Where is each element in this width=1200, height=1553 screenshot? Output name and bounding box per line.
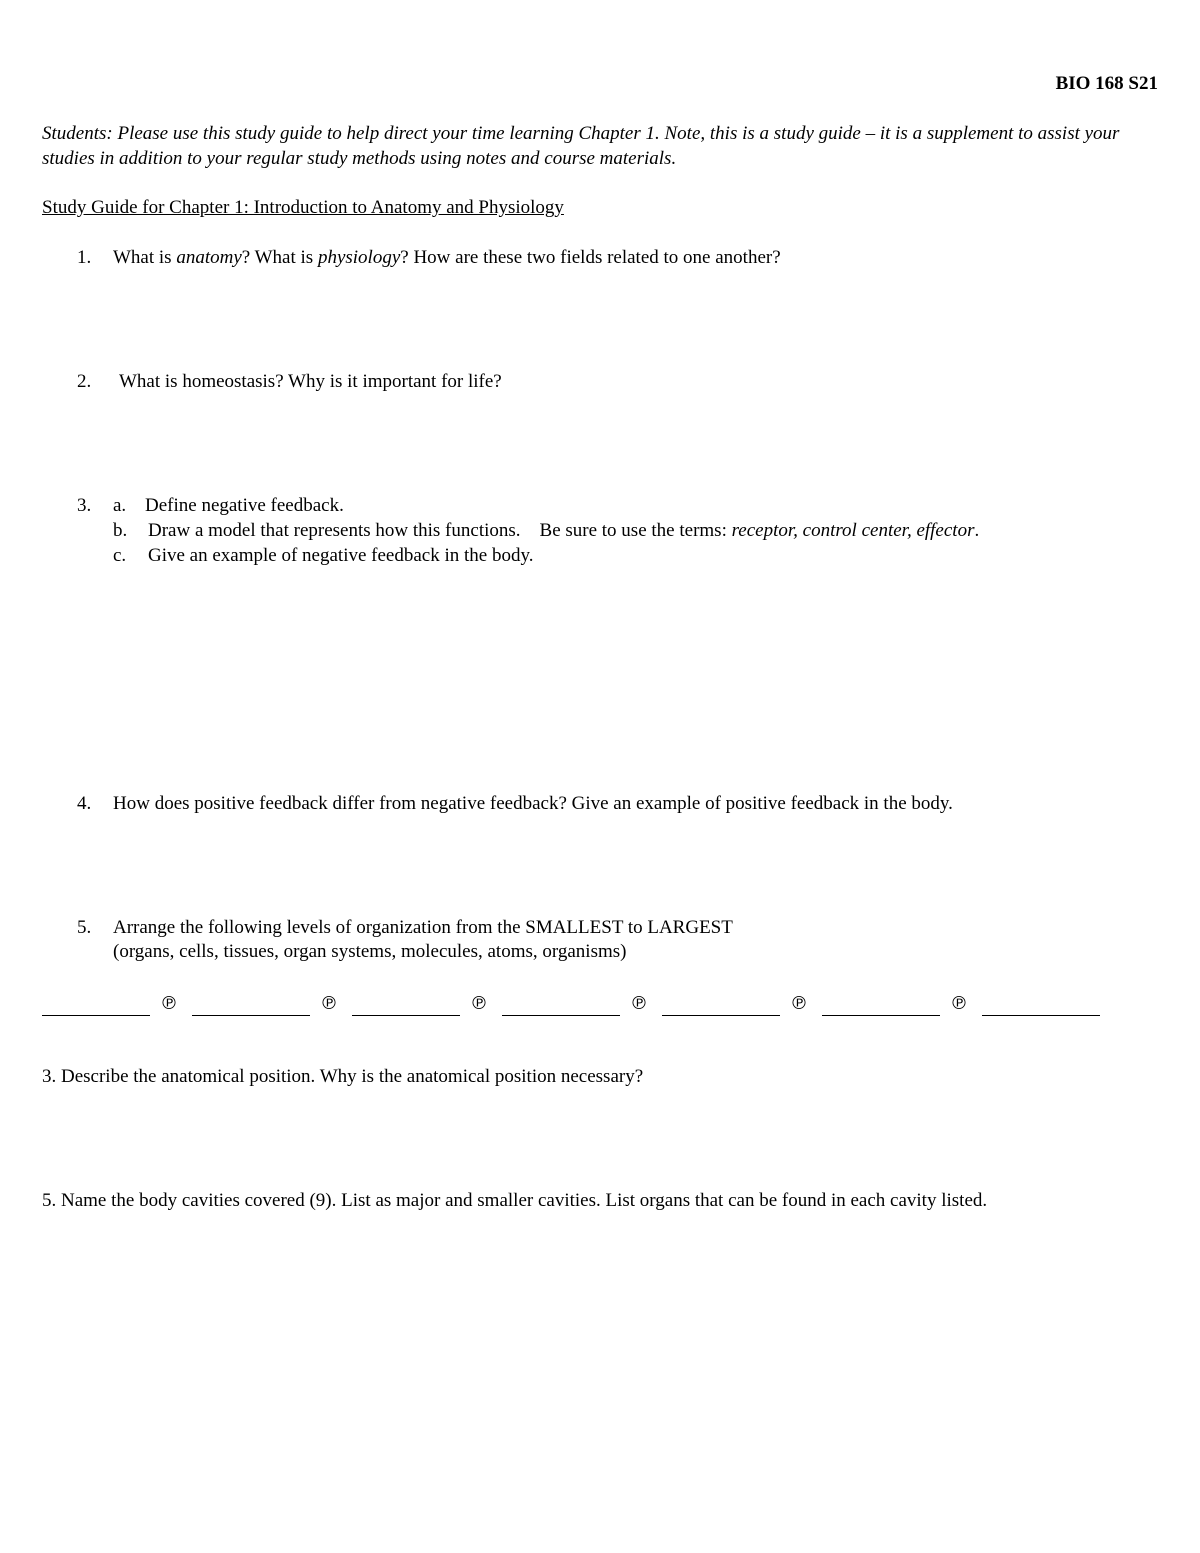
question-3c	[113, 544, 533, 568]
sub-question-text: Give an example of negative feedback in the body.	[148, 545, 534, 566]
question-4	[77, 792, 953, 816]
intro-paragraph: Students: Please use this study guide to help direct your time learning Chapter 1. Note, this is a study guide – it is a supplement to assist your studies in addition to your regular study methods using notes and course materials.	[42, 123, 1120, 169]
question-1	[77, 246, 781, 270]
term-physiology: physiology	[317, 247, 401, 268]
answer-blank[interactable]	[982, 995, 1100, 1016]
arrow-icon: ℗	[790, 993, 808, 1014]
question-text: Arrange the following levels of organization from the SMALLEST to LARGEST	[113, 917, 733, 938]
question-number: 1.	[77, 247, 92, 268]
answer-blank[interactable]	[192, 995, 310, 1016]
sub-question-text: .	[974, 520, 980, 541]
feedback-terms: receptor, control center, effector	[731, 520, 975, 541]
question-number: 4.	[77, 793, 92, 814]
sub-question-text: Define negative feedback.	[145, 495, 344, 516]
sub-label: a.	[113, 495, 127, 516]
arrow-icon: ℗	[160, 993, 178, 1014]
course-code: BIO 168 S21	[1055, 73, 1158, 94]
answer-blank[interactable]	[502, 995, 620, 1016]
question-number: 5.	[77, 917, 92, 938]
question-text-part: ? What is	[241, 247, 318, 268]
question-number: 2.	[77, 371, 92, 392]
question-number: 3.	[77, 495, 92, 516]
question-text: What is homeostasis? Why is it important for life?	[119, 371, 502, 392]
question-text-part: ? How are these two fields related to one another?	[400, 247, 781, 268]
question-text-part: What is	[113, 247, 177, 268]
arrow-icon: ℗	[630, 993, 648, 1014]
term-anatomy: anatomy	[176, 247, 242, 268]
question-body-cavities: 5. Name the body cavities covered (9). List as major and smaller cavities. List organs that can be found in each cavity listed.	[42, 1190, 988, 1211]
sub-question-text: Draw a model that represents how this functions. Be sure to use the terms:	[148, 520, 732, 541]
question-2	[77, 370, 502, 394]
arrow-icon: ℗	[320, 993, 338, 1014]
arrow-icon: ℗	[470, 993, 488, 1014]
question-text: How does positive feedback differ from negative feedback? Give an example of positive feedback in the body.	[113, 793, 953, 814]
answer-blank[interactable]	[352, 995, 460, 1016]
sub-label: c.	[113, 545, 127, 566]
question-3a	[77, 494, 344, 518]
answer-blank[interactable]	[822, 995, 940, 1016]
organization-list: (organs, cells, tissues, organ systems, molecules, atoms, organisms)	[113, 941, 627, 962]
question-5	[77, 916, 733, 940]
answer-blanks-row	[42, 992, 1100, 1016]
answer-blank[interactable]	[662, 995, 780, 1016]
answer-blank[interactable]	[42, 995, 150, 1016]
question-3b	[113, 519, 979, 543]
study-guide-heading: Study Guide for Chapter 1: Introduction to Anatomy and Physiology	[42, 197, 564, 218]
question-anatomical-position: 3. Describe the anatomical position. Why is the anatomical position necessary?	[42, 1066, 644, 1087]
sub-label: b.	[113, 520, 128, 541]
arrow-icon: ℗	[950, 993, 968, 1014]
